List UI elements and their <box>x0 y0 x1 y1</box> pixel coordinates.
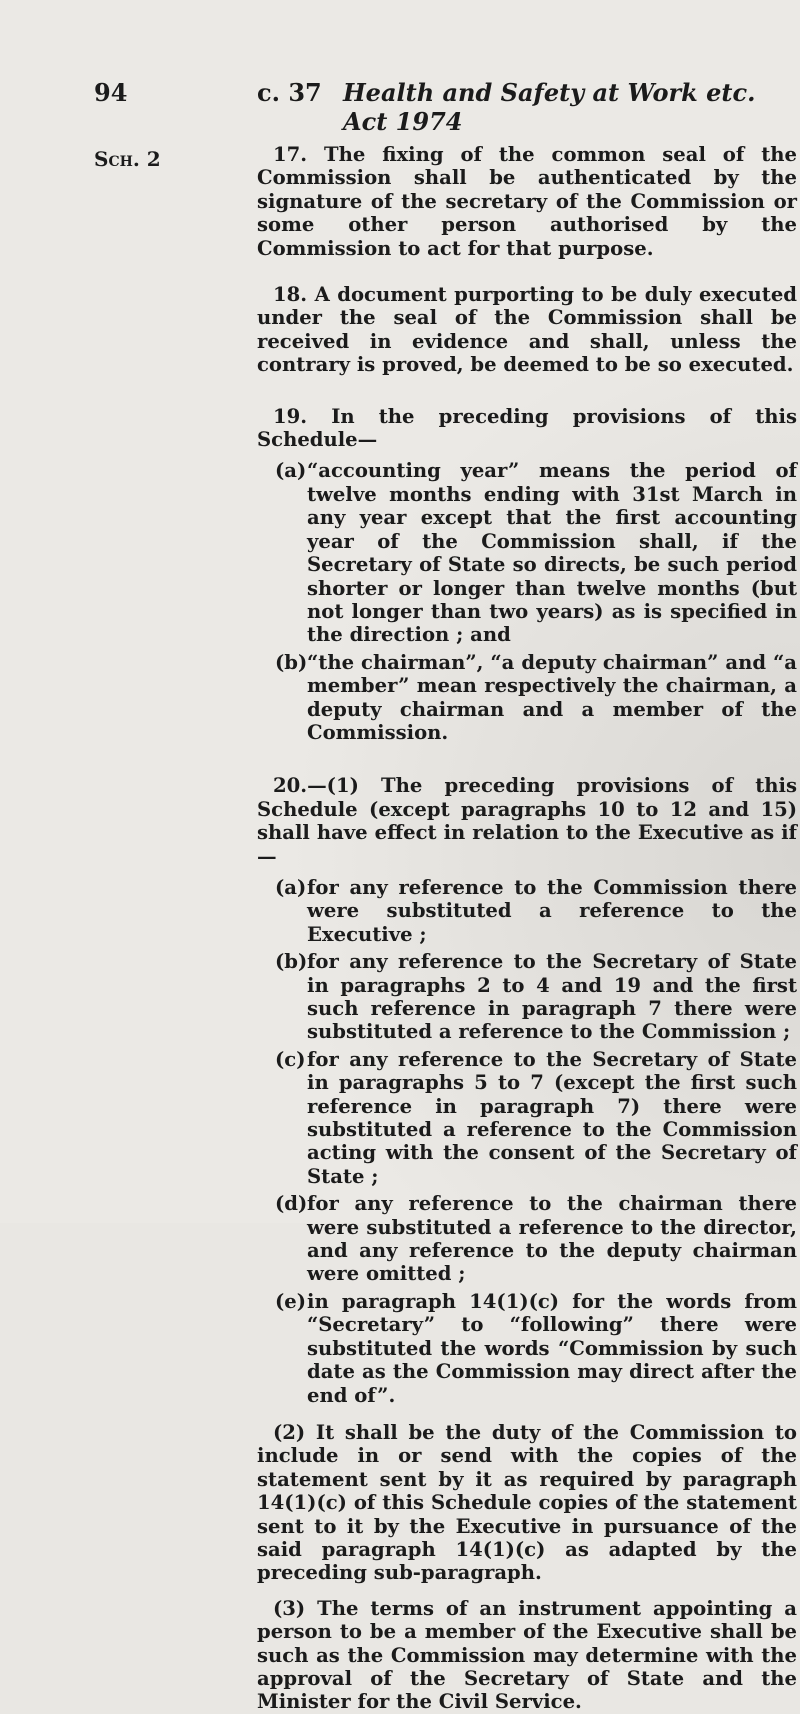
item-label: (b) <box>275 950 308 974</box>
paragraph-20-intro: 20.—(1) The preceding provisions of this Schedule (except paragraphs 10 to 12 and 15) shall have effect in relation to the Executive as if— <box>257 774 797 868</box>
schedule-margin-note: Sch. 2 <box>94 147 161 171</box>
chapter-number: c. 37 <box>257 78 322 107</box>
item-text: for any reference to the Commission there were substituted a reference to the Executive ; <box>307 875 797 946</box>
item-text: “accounting year” means the period of twelve months ending with 31st March in any year except that the first accounting year of the Commission shall, if the Secretary of State so directs, be such period shorter or longer than twelve months (but not longer than two years) as is specified in the direction ; and <box>307 459 797 647</box>
item-text: in paragraph 14(1)(c) for the words from “Secretary” to “following” there were substituted the words “Commission by such date as the Commission may direct after the end of”. <box>307 1289 797 1407</box>
item-label: (b) <box>275 650 308 674</box>
paragraph-20-item-e <box>257 1290 797 1407</box>
item-label: (e) <box>275 1289 307 1313</box>
paragraph-20-item-b <box>257 950 797 1044</box>
act-title: Health and Safety at Work etc. Act 1974 <box>343 78 756 136</box>
item-label: (d) <box>275 1192 308 1216</box>
schedule-body <box>257 143 797 1714</box>
paragraph-20-3: (3) The terms of an instrument appointing a person to be a member of the Executive shall be such as the Commission may determine with the approval of the Secretary of State and the Minister for the Civil Service. <box>257 1596 797 1714</box>
item-text: “the chairman”, “a deputy chairman” and “a member” mean respectively the chairman, a deputy chairman and a member of the Commission. <box>307 650 797 744</box>
item-text: for any reference to the Secretary of State in paragraphs 5 to 7 (except the first such reference in paragraph 7) there were substituted a reference to the Commission acting with the consent of the Secretary of State ; <box>307 1047 797 1188</box>
paragraph-20-item-d <box>257 1192 797 1286</box>
item-label: (a) <box>275 875 307 899</box>
paragraph-20-item-a <box>257 876 797 946</box>
paragraph-18: 18. A document purporting to be duly executed under the seal of the Commission shall be received in evidence and shall, unless the contrary is proved, be deemed to be so executed. <box>257 283 797 377</box>
page-header <box>0 78 800 136</box>
item-label: (a) <box>275 459 307 483</box>
page-number: 94 <box>94 78 128 107</box>
paragraph-19-intro: 19. In the preceding provisions of this Schedule— <box>257 404 797 452</box>
paragraph-19-item-b <box>257 651 797 745</box>
item-text: for any reference to the Secretary of State in paragraphs 2 to 4 and 19 and the first such reference in paragraph 7 there were substituted a reference to the Commission ; <box>307 950 797 1044</box>
paragraph-20-item-c <box>257 1048 797 1188</box>
paragraph-20-2: (2) It shall be the duty of the Commission to include in or send with the copies of the statement sent by it as required by paragraph 14(1)(c) of this Schedule copies of the statement sent to it by the Executive in pursuance of the said paragraph 14(1)(c) as adapted by the preceding sub-paragraph. <box>257 1420 797 1585</box>
item-label: (c) <box>275 1047 306 1071</box>
paragraph-17: 17. The fixing of the common seal of the Commission shall be authenticated by the signature of the secretary of the Commission or some other person authorised by the Commission to act for that purpose. <box>257 143 797 260</box>
item-text: for any reference to the chairman there were substituted a reference to the director, and any reference to the deputy chairman were omitted ; <box>307 1192 797 1286</box>
paragraph-19-item-a <box>257 459 797 646</box>
